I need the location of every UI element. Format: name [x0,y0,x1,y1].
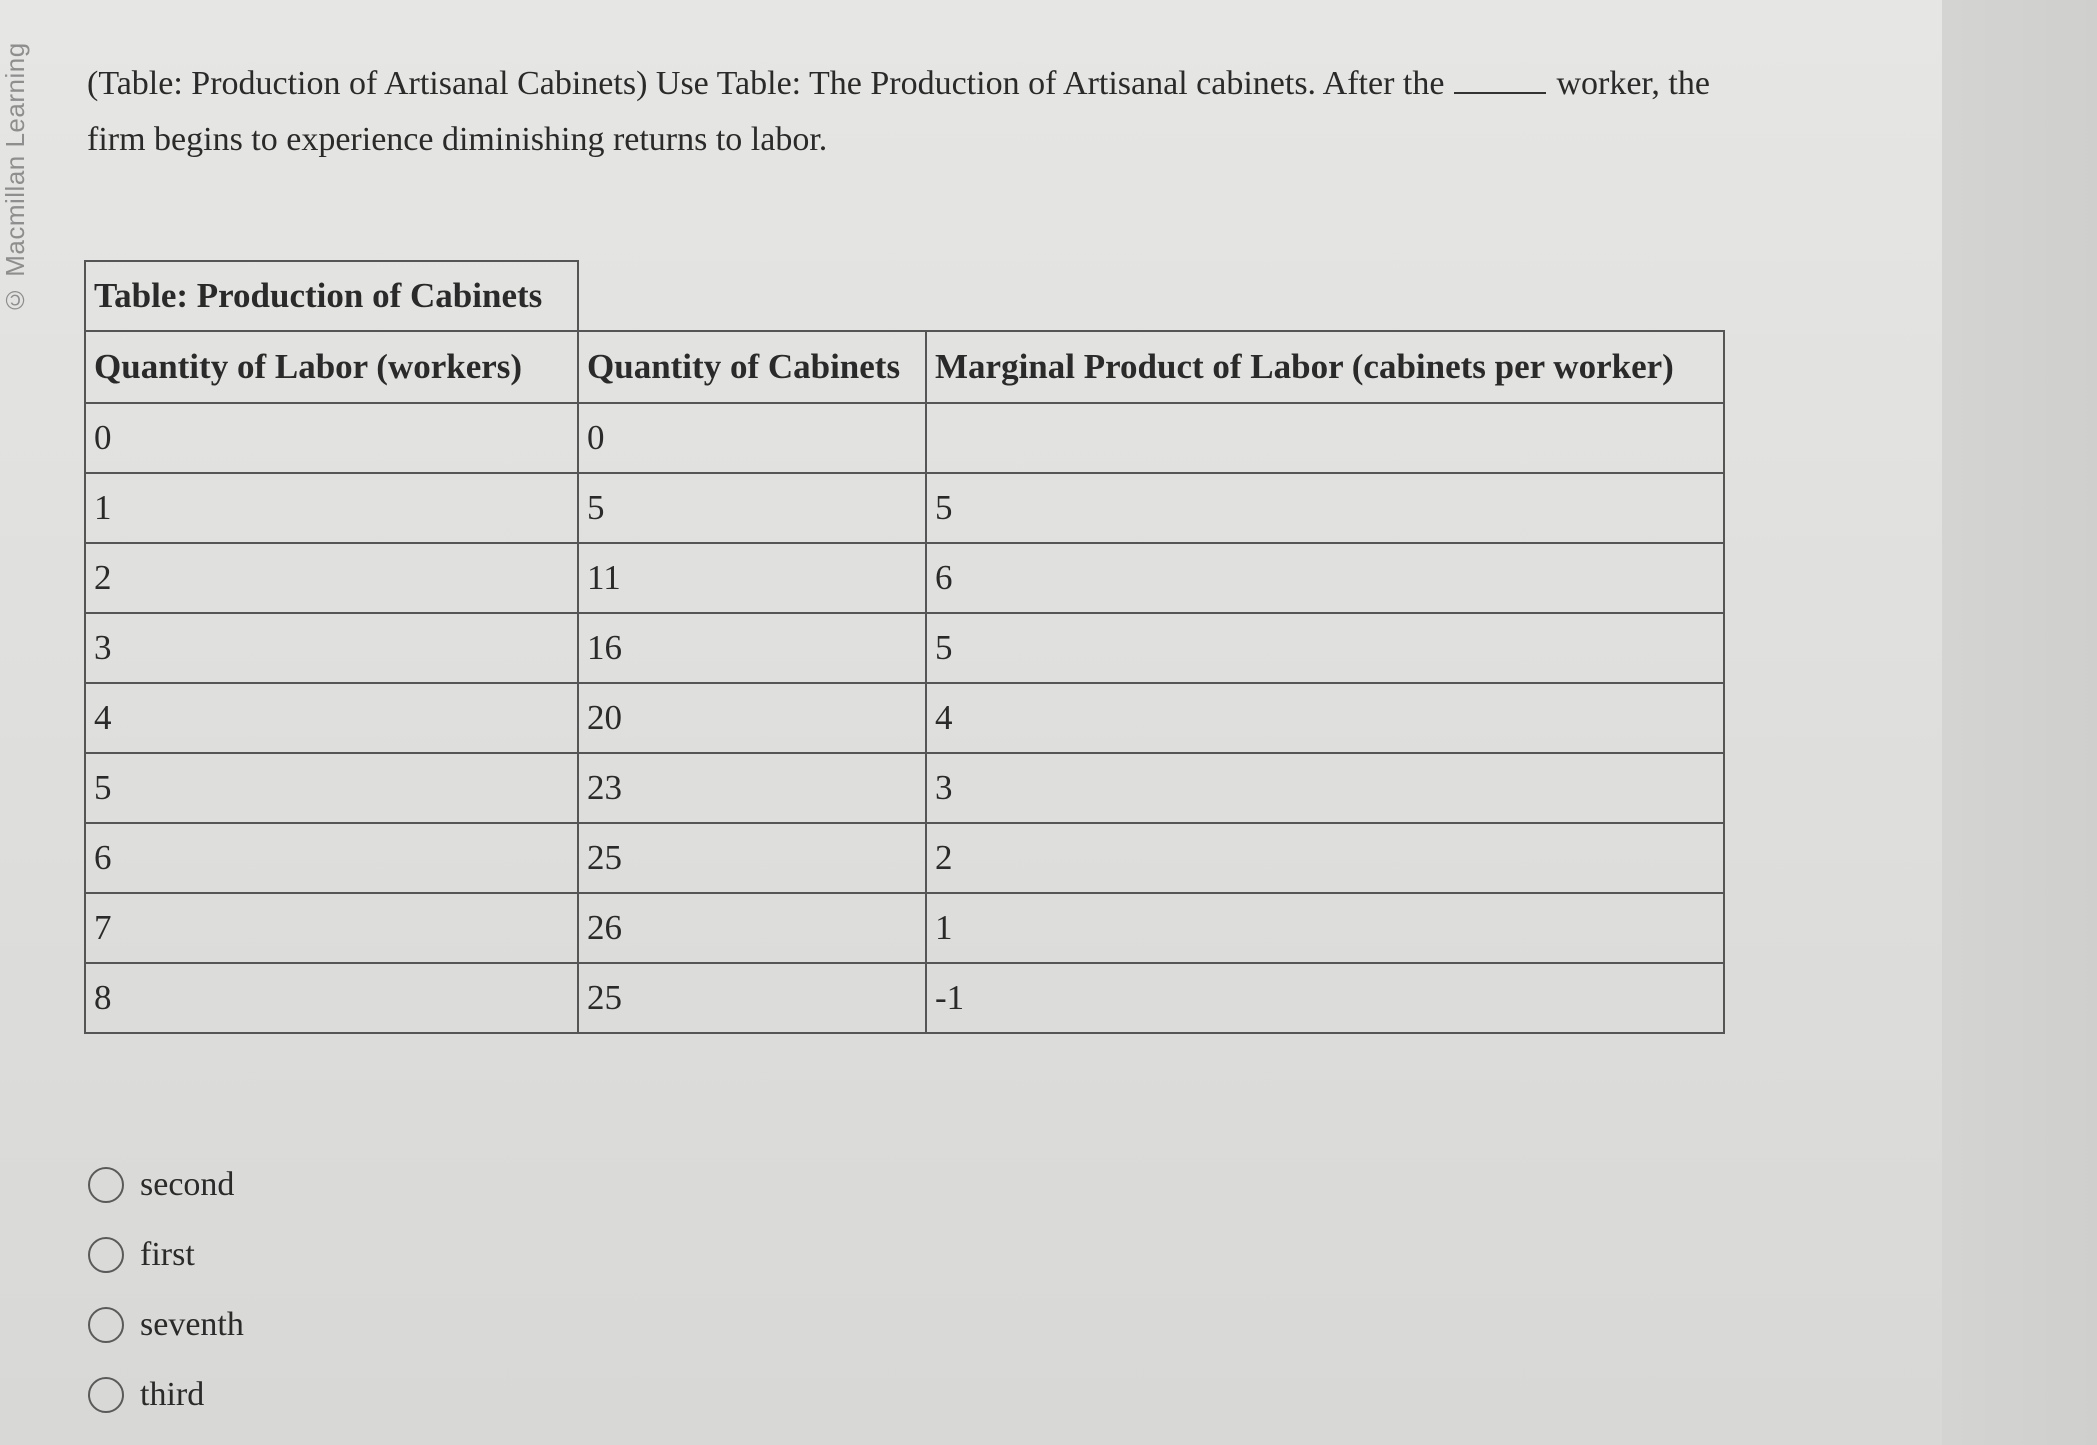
cell-cabinets: 0 [578,403,926,473]
cell-marginal-product: 6 [926,543,1724,613]
cell-marginal-product: -1 [926,963,1724,1033]
cell-cabinets: 25 [578,963,926,1033]
cell-cabinets: 26 [578,893,926,963]
cell-cabinets: 25 [578,823,926,893]
cell-labor: 2 [85,543,578,613]
option-label: third [140,1376,205,1413]
answer-options [88,1150,244,1430]
question-part-1: (Table: Production of Artisanal Cabinets) Use Table: The Production of Artisanal cabinets. After the [87,65,1445,102]
question-text [87,56,1877,168]
table-row [85,823,1724,893]
cell-marginal-product: 5 [926,613,1724,683]
cell-labor: 3 [85,613,578,683]
table-caption: Table: Production of Cabinets [85,261,578,331]
cell-marginal-product: 5 [926,473,1724,543]
option-second[interactable] [88,1150,244,1220]
table-row [85,753,1724,823]
header-marginal-product: Marginal Product of Labor (cabinets per worker) [926,331,1724,403]
cell-marginal-product: 1 [926,893,1724,963]
answer-blank [1454,56,1546,94]
cell-cabinets: 11 [578,543,926,613]
cell-labor: 1 [85,473,578,543]
cell-labor: 6 [85,823,578,893]
table-row [85,543,1724,613]
cell-cabinets: 23 [578,753,926,823]
question-line-2: firm begins to experience diminishing returns to labor. [87,121,828,158]
cell-marginal-product: 3 [926,753,1724,823]
option-label: first [140,1236,195,1273]
cell-cabinets: 20 [578,683,926,753]
question-line-1 [87,56,1877,112]
copyright-watermark [0,0,30,315]
cell-labor: 7 [85,893,578,963]
table-row [85,613,1724,683]
header-cabinets: Quantity of Cabinets [578,331,926,403]
table-row [85,683,1724,753]
watermark-text: © Macmillan Learning [0,42,30,315]
table-header-row [85,331,1724,403]
cell-labor: 5 [85,753,578,823]
question-part-2: worker, the [1556,65,1710,102]
option-first[interactable] [88,1220,244,1290]
cell-marginal-product: 2 [926,823,1724,893]
table-row [85,893,1724,963]
cell-cabinets: 5 [578,473,926,543]
table-row [85,403,1724,473]
header-labor: Quantity of Labor (workers) [85,331,578,403]
page-edge [1942,0,2097,1445]
table-caption-spacer [578,261,1724,331]
option-seventh[interactable] [88,1290,244,1360]
cell-labor: 4 [85,683,578,753]
radio-button[interactable] [88,1307,124,1343]
cell-labor: 8 [85,963,578,1033]
production-table [84,260,1725,1034]
cell-marginal-product: 4 [926,683,1724,753]
radio-button[interactable] [88,1167,124,1203]
option-label: seventh [140,1306,244,1343]
radio-button[interactable] [88,1377,124,1413]
table-row [85,473,1724,543]
cell-labor: 0 [85,403,578,473]
cell-cabinets: 16 [578,613,926,683]
option-third[interactable] [88,1360,244,1430]
table-row [85,963,1724,1033]
table-caption-row [85,261,1724,331]
cell-marginal-product [926,403,1724,473]
option-label: second [140,1166,235,1203]
radio-button[interactable] [88,1237,124,1273]
